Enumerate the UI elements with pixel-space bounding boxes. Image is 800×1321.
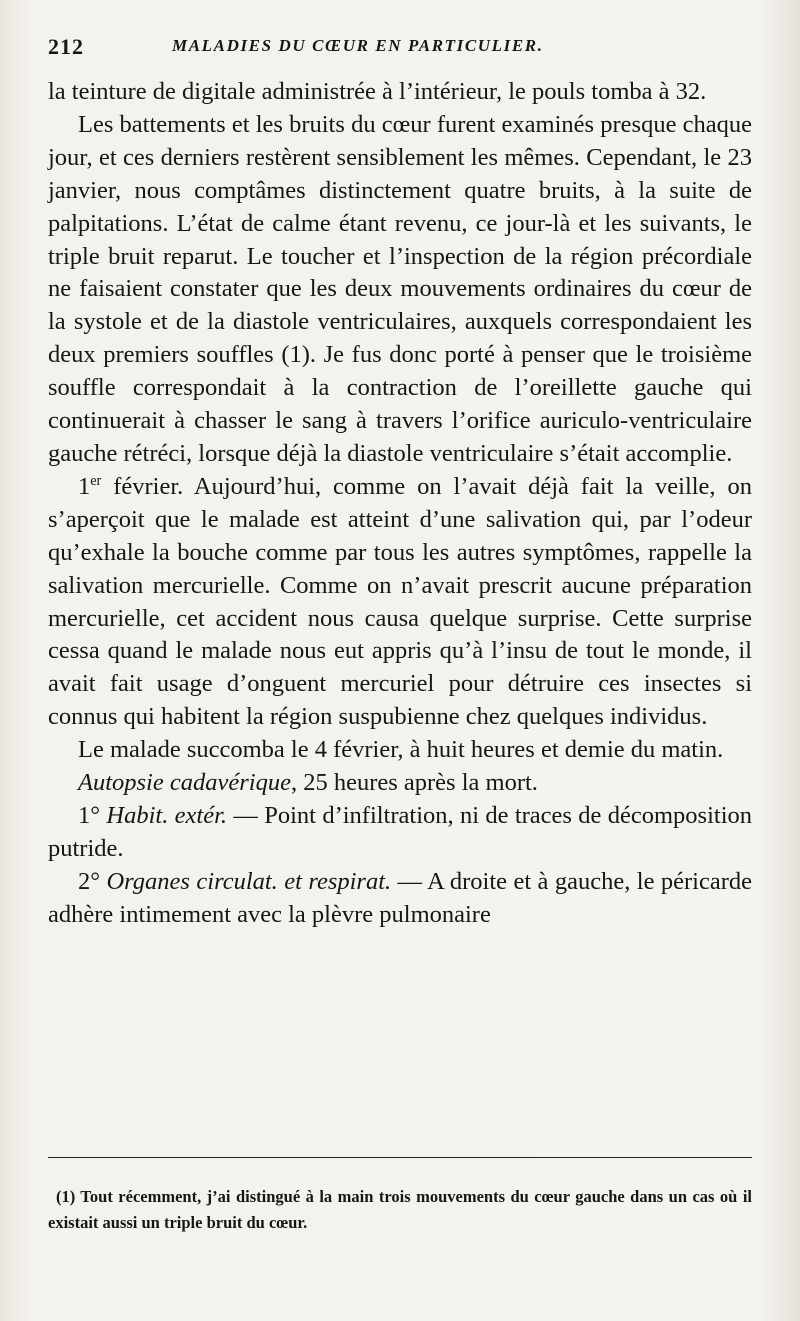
footnote-text: Tout récemment, j’ai distingué à la main trois mouvements du cœur gauche dans un cas où il existait aussi un triple bruit du cœur. xyxy=(48,1187,752,1232)
item-number: 1° xyxy=(78,801,101,829)
item-number: 2° xyxy=(78,867,101,895)
running-head: MALADIES DU CŒUR EN PARTICULIER. xyxy=(172,36,544,55)
paragraph: Les battements et les bruits du cœur furent examinés presque chaque jour, et ces derniers restèrent sensiblement les mêmes. Cependant, le 23 janvier, nous comptâmes distinctement quatre bruits, à la suite de palpitations. L’état de calme étant revenu, ce jour-là et les suivants, le triple bruit reparut. Le toucher et l’inspection de la région précordiale ne faisaient constater que les deux mouvements ordinaires du cœur de la systole et de la diastole ventriculaires, auxquels correspondaient les deux premiers souffles (1). Je fus donc porté à penser que le troisième souffle correspondait à la contraction de l’oreillette gauche qui continuerait à chasser le sang à travers l’orifice auriculo-ventriculaire gauche rétréci, lorsque déjà la diastole ventriculaire s’était accomplie. xyxy=(48,110,752,467)
paragraph xyxy=(48,471,752,734)
paragraph: Le malade succomba le 4 février, à huit heures et demie du matin. xyxy=(78,736,724,764)
paragraph-text: , 25 heures après la mort. xyxy=(290,769,538,797)
paragraph-text: février. Aujourd’hui, comme on l’avait déjà fait la veille, on s’aperçoit que le malade est atteint d’une salivation qui, par l’odeur qu’exhale la bouche comme par tous les autres symptômes, rappelle la salivation mercurielle. Comme on n’avait prescrit aucune préparation mercurielle, cet accident nous causa quelque surprise. Cette surprise cessa quand le malade nous eut appris qu’à l’insu de tout le monde, il avait fait usage d’onguent mercuriel pour détruire ces insectes si connus qui habitent la région suspubienne chez quelques individus. xyxy=(48,472,752,731)
body-text xyxy=(48,76,752,932)
paragraph-text: — Point d’infiltration, ni de traces de décomposition putride. xyxy=(48,801,753,862)
footnote-rule xyxy=(48,1157,752,1158)
paragraph xyxy=(48,800,752,866)
ordinal-superscript: er xyxy=(90,472,102,489)
paragraph xyxy=(48,866,752,932)
page-header xyxy=(48,34,760,70)
paragraph-text: — A droite et à gauche, le péricarde adhère intimement avec la plèvre pulmonaire xyxy=(48,867,752,928)
item-heading-italic: Organes circulat. et respirat. xyxy=(106,867,392,895)
item-heading-italic: Habit. extér. xyxy=(106,801,228,829)
footnote xyxy=(48,1184,752,1236)
footnote-mark: (1) xyxy=(56,1187,76,1206)
paragraph: la teinture de digitale administrée à l’intérieur, le pouls tomba à 32. xyxy=(48,78,707,105)
page-number: 212 xyxy=(48,34,84,59)
paragraph xyxy=(48,767,752,800)
date-number: 1 xyxy=(78,472,91,500)
section-heading-italic: Autopsie cadavérique xyxy=(78,769,291,797)
